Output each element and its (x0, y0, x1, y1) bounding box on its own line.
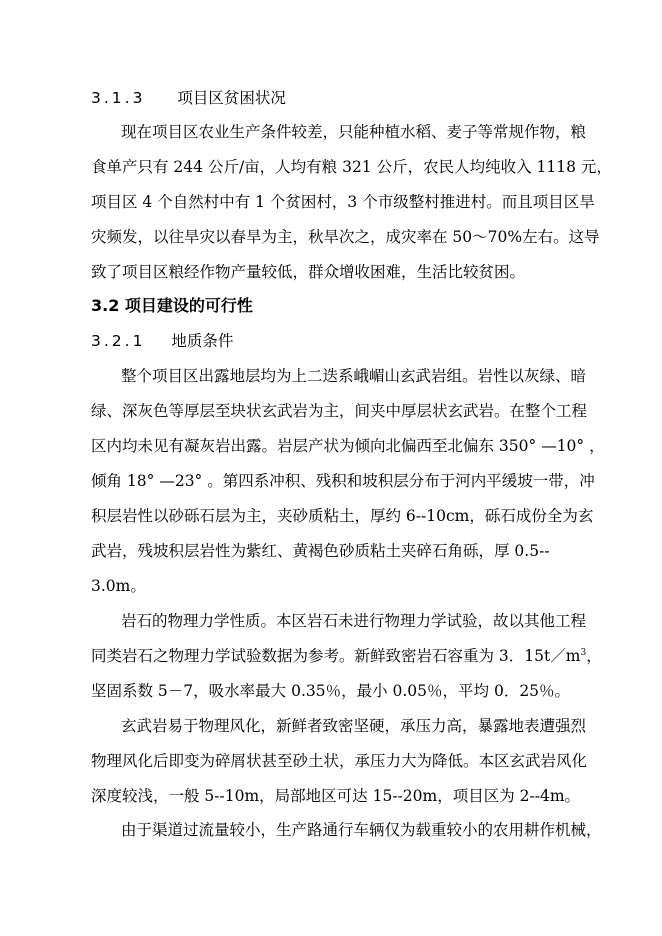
section-title: 项目建设的可行性 (124, 296, 253, 315)
paragraph-line: 物理风化后即变为碎屑状甚至砂土状，承压力大为降低。本区玄武岩风化 (91, 752, 588, 770)
paragraph-line: 武岩，残坡积层岩性为紫红、黄褐色砂质粘土夹碎石角砾，厚 0.5-- (91, 542, 550, 560)
section-title: 地质条件 (171, 332, 234, 350)
paragraph-line: 坚固系数 5－7，吸水率最大 0.35％，最小 0.05％，平均 0．25％。 (91, 682, 571, 700)
paragraph-line: 整个项目区出露地层均为上二迭系峨嵋山玄武岩组。岩性以灰绿、暗 (121, 367, 587, 385)
section-number: 3.1.3 (91, 89, 146, 107)
paragraph-line: 由于渠道过流量较小，生产路通行车辆仅为载重较小的农用耕作机械， (121, 821, 602, 839)
section-heading-3-2-1 (91, 331, 233, 351)
paragraph-text: 同类岩石之物理力学试验数据为参考。新鲜致密岩石容重为 3．15t／m (91, 647, 581, 665)
paragraph-line: 深度较浅，一般 5--10m，局部地区可达 15--20m，项目区为 2--4m。 (91, 787, 581, 805)
section-title: 项目区贫困状况 (177, 89, 286, 107)
paragraph-line: 3.0m。 (91, 577, 146, 595)
section-number: 3.2 (91, 296, 120, 315)
paragraph-line: 灾频发，以往旱灾以春旱为主，秋旱次之，成灾率在 50～70%左右。这导 (91, 228, 600, 246)
paragraph-line: 倾角 18° —23° 。第四系冲积、残积和坡积层分布于河内平缓坡一带，冲 (91, 472, 595, 490)
paragraph-line: 区内均未见有凝灰岩出露。岩层产状为倾向北偏西至北偏东 350° —10° ， (91, 437, 605, 455)
section-number: 3.2.1 (91, 332, 146, 350)
paragraph-line: 岩石的物理力学性质。本区岩石未进行物理力学试验，故以其他工程 (121, 612, 587, 630)
paragraph-line: 绿、深灰色等厚层至块状玄武岩为主，间夹中厚层状玄武岩。在整个工程 (91, 402, 588, 420)
section-heading-3-2 (91, 296, 253, 316)
paragraph-line: 玄武岩易于物理风化，新鲜者致密坚硬，承压力高，暴露地表遭强烈 (121, 717, 587, 735)
paragraph-line: 致了项目区粮经作物产量较低，群众增收困难，生活比较贫困。 (91, 263, 526, 281)
paragraph-line (91, 646, 602, 666)
paragraph-line: 食单产只有 244 公斤/亩，人均有粮 321 公斤，农民人均纯收入 1118 元， (91, 158, 612, 176)
paragraph-line: 项目区 4 个自然村中有 1 个贫困村，3 个市级整村推进村。而且项目区旱 (91, 193, 595, 211)
superscript: 3 (580, 647, 587, 658)
paragraph-line: 现在项目区农业生产条件较差，只能种植水稻、麦子等常规作物，粮 (121, 123, 587, 141)
paragraph-text: ， (586, 647, 602, 665)
paragraph-line: 积层岩性以砂砾石层为主，夹砂质粘土，厚约 6--10cm，砾石成份全为玄 (91, 507, 594, 525)
section-heading-3-1-3 (91, 88, 286, 108)
